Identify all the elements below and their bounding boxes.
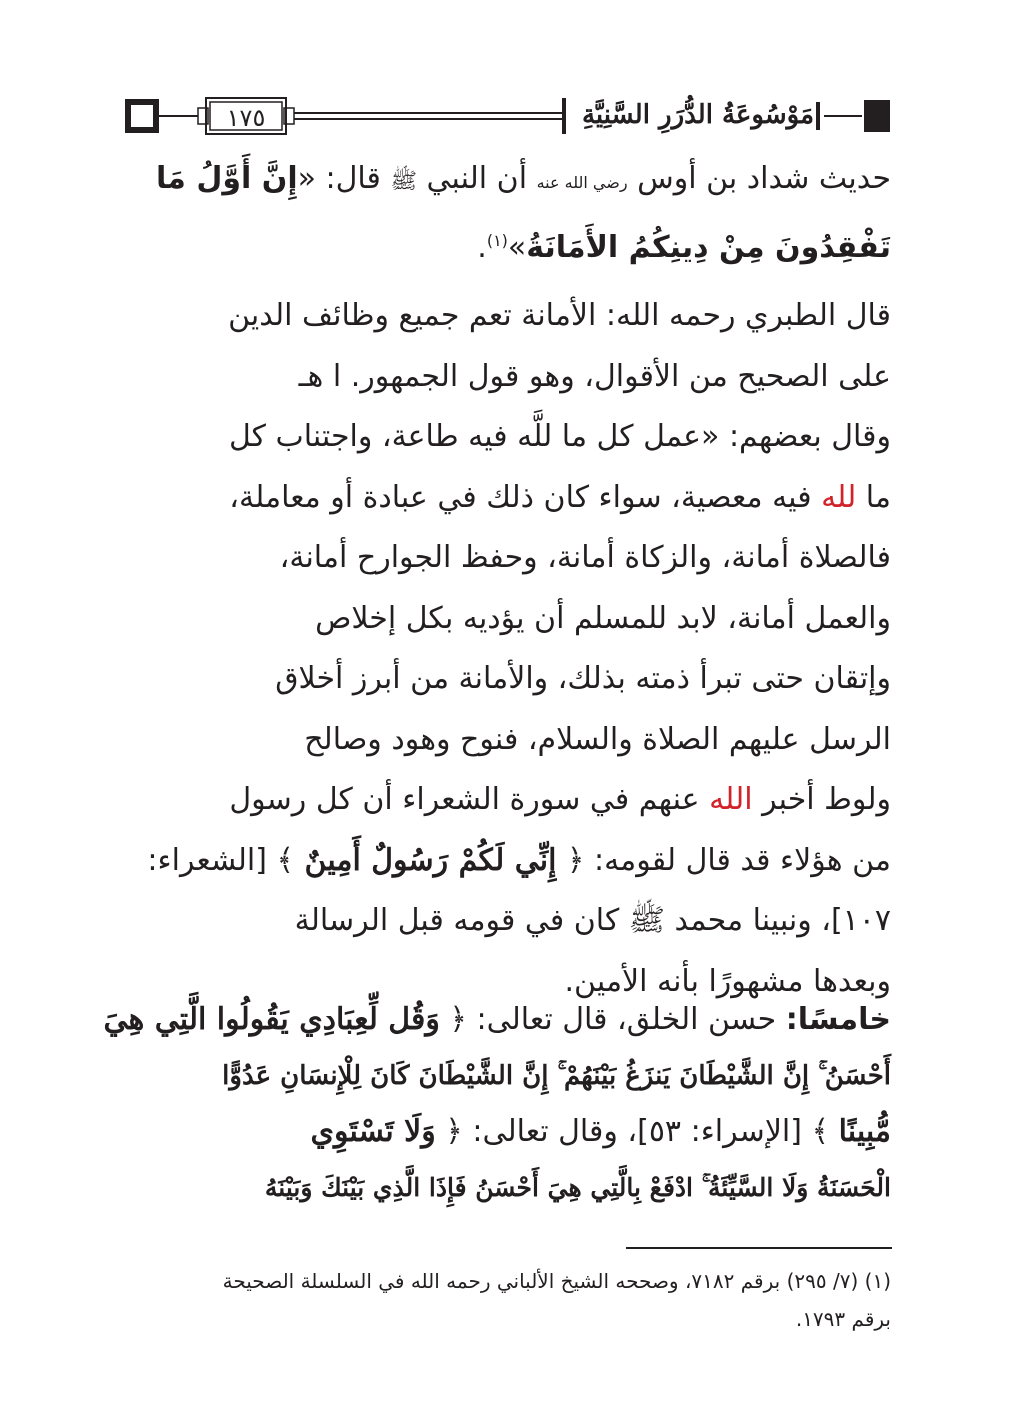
footnote-marker: (١)	[486, 231, 508, 250]
text-run: ما	[856, 479, 891, 515]
footnote-divider	[626, 1247, 892, 1249]
quran-verse: إِنِّي لَكُمْ رَسُولٌ أَمِينٌ	[294, 842, 567, 878]
text-run: قال: «	[297, 161, 391, 196]
text-run: فيه معصية، سواء كان ذلك في عبادة أو معاملة،	[229, 479, 822, 515]
quran-verse: الْحَسَنَةُ وَلَا السَّيِّئَةُ ۚ ادْفَعْ بِالَّتِي هِيَ أَحْسَنُ فَإِذَا الَّذِي بَيْنَكَ وَبَيْنَهُ	[264, 1173, 891, 1202]
text-line	[156, 150, 891, 212]
text-line	[229, 468, 891, 529]
honorific: رضي الله عنه	[536, 173, 628, 192]
text-run: ﴾ [الشعراء:	[147, 842, 295, 878]
book-title: مَوْسُوعَةُ الدُّرَرِ السَّنِيَّةِ	[581, 100, 814, 130]
footnote	[123, 1262, 891, 1338]
text-line	[103, 992, 891, 1048]
hadith-text: تَفْقِدُونَ مِنْ دِينِكُمُ الأَمَانَةُ	[526, 230, 891, 265]
page-header	[124, 92, 892, 142]
body-paragraph	[147, 286, 891, 1012]
text-run: .	[477, 230, 487, 265]
quran-verse: وَلَا تَسْتَوِي	[310, 1114, 436, 1149]
text-run: حسن الخلق، قال تعالى: ﴿	[439, 1002, 786, 1037]
text-line: على الصحيح من الأقوال، وهو قول الجمهور. ا هـ	[298, 358, 891, 394]
text-line: وبعدها مشهورًا بأنه الأمين.	[564, 963, 891, 999]
text-line: وإتقان حتى تبرأ ذمته بذلك، والأمانة من أبرز أخلاق	[275, 661, 891, 696]
text-run: أن النبي	[417, 161, 537, 196]
text-run: عنهم في سورة الشعراء أن كل رسول	[229, 782, 710, 817]
hadith-paragraph	[156, 150, 891, 277]
quran-verse: وَقُل لِّعِبَادِي يَقُولُوا الَّتِي هِيَ	[103, 1002, 440, 1037]
divine-name: الله	[709, 782, 753, 817]
text-line	[229, 770, 891, 831]
quran-verse: مُّبِينًا	[838, 1114, 891, 1149]
text-line: وقال بعضهم: «عمل كل ما للَّه فيه طاعة، واجتناب كل	[228, 419, 891, 454]
divine-name: لله	[821, 479, 857, 515]
text-run: ولوط أخبر	[752, 782, 891, 817]
footnote-line: برقم ١٧٩٣.	[795, 1307, 891, 1331]
text-run: من هؤلاء قد قال لقومه: ﴿	[566, 842, 891, 878]
hadith-text: إِنَّ أَوَّلُ مَا	[156, 161, 298, 196]
honorific: ﷺ	[390, 169, 418, 194]
text-run: حديث شداد بن أوس	[627, 161, 891, 196]
text-line	[147, 831, 891, 892]
body-paragraph	[103, 992, 891, 1216]
text-line: قال الطبري رحمه الله: الأمانة تعم جميع وظائف الدين	[228, 298, 891, 333]
text-line	[123, 1104, 891, 1160]
text-line: فالصلاة أمانة، والزكاة أمانة، وحفظ الجوارح أمانة،	[279, 540, 891, 575]
text-line: الرسل عليهم الصلاة والسلام، فنوح وهود وصالح	[304, 721, 891, 757]
quran-verse: أَحْسَنُ ۚ إِنَّ الشَّيْطَانَ يَنزَغُ بَيْنَهُمْ ۚ إِنَّ الشَّيْطَانَ كَانَ لِلْإِنسَانِ عَدُوًّا	[222, 1061, 891, 1091]
text-line: ١٠٧]، ونبينا محمد ﷺ كان في قومه قبل الرسالة	[294, 903, 891, 938]
text-run: ﴾ [الإسراء: ٥٣]، وقال تعالى: ﴿	[435, 1114, 839, 1149]
footnote-line: (١) (٧/ ٢٩٥) برقم ٧١٨٢، وصححه الشيخ الألباني رحمه الله في السلسلة الصحيحة	[222, 1269, 891, 1293]
text-line	[231, 212, 891, 277]
section-label: خامسًا:	[785, 1002, 891, 1037]
page-number: ١٧٥	[226, 104, 266, 132]
text-line: والعمل أمانة، لابد للمسلم أن يؤديه بكل إخلاص	[315, 600, 891, 636]
text-run: »	[507, 230, 527, 265]
